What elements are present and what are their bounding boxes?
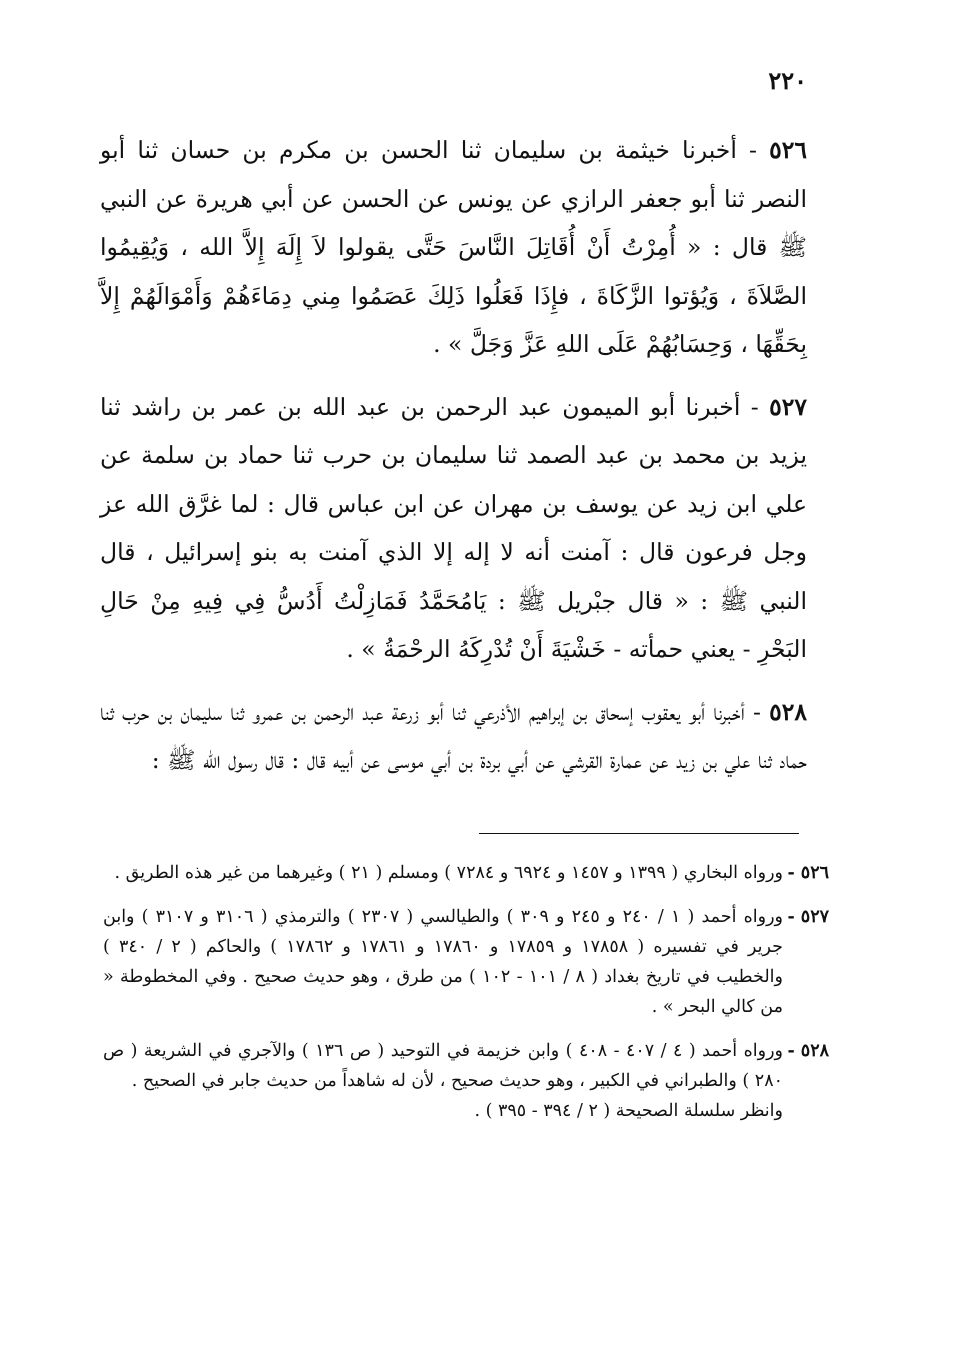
page-number: ٢٢٠ — [768, 66, 807, 95]
footnote-text: ورواه أحمد ( ١ / ٢٤٠ و ٢٤٥ و ٣٠٩ ) والطيالسي ( ٢٣٠٧ ) والترمذي ( ٣١٠٦ و ٣١٠٧ ) وابن جرير في تفسيره ( ١٧٨٥٨ و ١٧٨٥٩ و ١٧٨٦٠ و ١٧٨٦١ و ١٧٨٦٢ ) والحاكم ( ٢ / ٣٤٠ ) والخطيب في تاريخ بغداد ( ٨ / ١٠١ - ١٠٢ ) من طرق ، وهو حديث صحيح . وفي المخطوطة « من كالي البحر » . — [103, 907, 784, 1017]
hadith-text: - أخبرنا أبو الميمون عبد الرحمن بن عبد الله بن عمر بن راشد ثنا يزيد بن محمد بن عبد الصمد ثنا سليمان بن حرب ثنا حماد بن سلمة عن علي ابن زيد عن يوسف بن مهران عن ابن عباس قال : لما غرَّق الله عز وجل فرعون قال : آمنت أنه لا إله إلا الذي آمنت به بنو إسرائيل ، قال النبي ﷺ : « قال جبْريل ﷺ : يَامُحَمَّدُ فَمَازِلْتُ أَدُسُّ فِي فِيهِ مِنْ حَالِ البَحْرِ - يعني حمأته - خَشْيَةَ أَنْ تُدْرِكَهُ الرحْمَةُ » . — [100, 392, 807, 663]
footnote-number: ٥٢٨ - — [787, 1041, 829, 1061]
main-text — [100, 126, 807, 799]
footnote-text: وانظر سلسلة الصحيحة ( ٢ / ٣٩٤ - ٣٩٥ ) . — [474, 1101, 783, 1121]
hadith-number: ٥٢٧ — [769, 392, 807, 421]
hadith-text: - أخبرنا خيثمة بن سليمان ثنا الحسن بن مكرم بن حسان ثنا أبو النصر ثنا أبو جعفر الرازي عن يونس عن الحسن عن أبي هريرة عن النبي ﷺ قال : « أُمِرْتُ أَنْ أُقَاتِلَ النَّاسَ حَتَّى يقولوا لاَ إِلَهَ إِلاَّ الله ، وَيُقِيمُوا الصَّلاَةَ ، وَيُؤتوا الزَّكَاةَ ، فإِذَا فَعَلُوا ذَلِكَ عَصَمُوا مِني دِمَاءَهُمْ وَأَمْوَالَهُمْ إِلاَّ بِحَقِّهَا ، وَحِسَابُهُمْ عَلَى اللهِ عَزَّ وَجَلَّ » . — [100, 136, 807, 358]
footnotes — [103, 858, 829, 1140]
footnote-body — [103, 902, 783, 1022]
hadith-paragraph — [100, 688, 807, 785]
hadith-number: ٥٢٦ — [769, 136, 807, 164]
footnote — [103, 1036, 829, 1126]
footnote-text: ورواه أحمد ( ٤ / ٤٠٧ - ٤٠٨ ) وابن خزيمة في التوحيد ( ص ١٣٦ ) والآجري في الشريعة ( ص ٢٨٠ ) والطبراني في الكبير ، وهو حديث صحيح ، لأن له شاهداً من حديث جابر في الصحيح . — [103, 1041, 784, 1091]
hadith-number: ٥٢٨ — [769, 697, 807, 726]
hadith-paragraph — [100, 126, 807, 369]
footnote — [103, 858, 829, 888]
footnote — [103, 902, 829, 1022]
footnote-divider — [479, 833, 799, 834]
footnote-text: ورواه البخاري ( ١٣٩٩ و ١٤٥٧ و ٦٩٢٤ و ٧٢٨٤ ) ومسلم ( ٢١ ) وغيرهما من غير هذه الطريق . — [114, 863, 783, 883]
footnote-body — [103, 858, 783, 888]
hadith-paragraph — [100, 383, 807, 674]
footnote-body — [103, 1036, 783, 1126]
footnote-number: ٥٢٧ - — [787, 907, 829, 927]
footnote-number: ٥٢٦ - — [787, 863, 829, 883]
hadith-text: - أخبرنا أبو يعقوب إسحاق بن إبراهيم الأذرعي ثنا أبو زرعة عبد الرحمن بن عمرو ثنا سليمان بن حرب ثنا حماد ثنا علي بن زيد عن عمارة القرشي عن أبي بردة بن أبي موسى عن أبيه قال : قال رسول الله ﷺ : — [100, 697, 807, 774]
